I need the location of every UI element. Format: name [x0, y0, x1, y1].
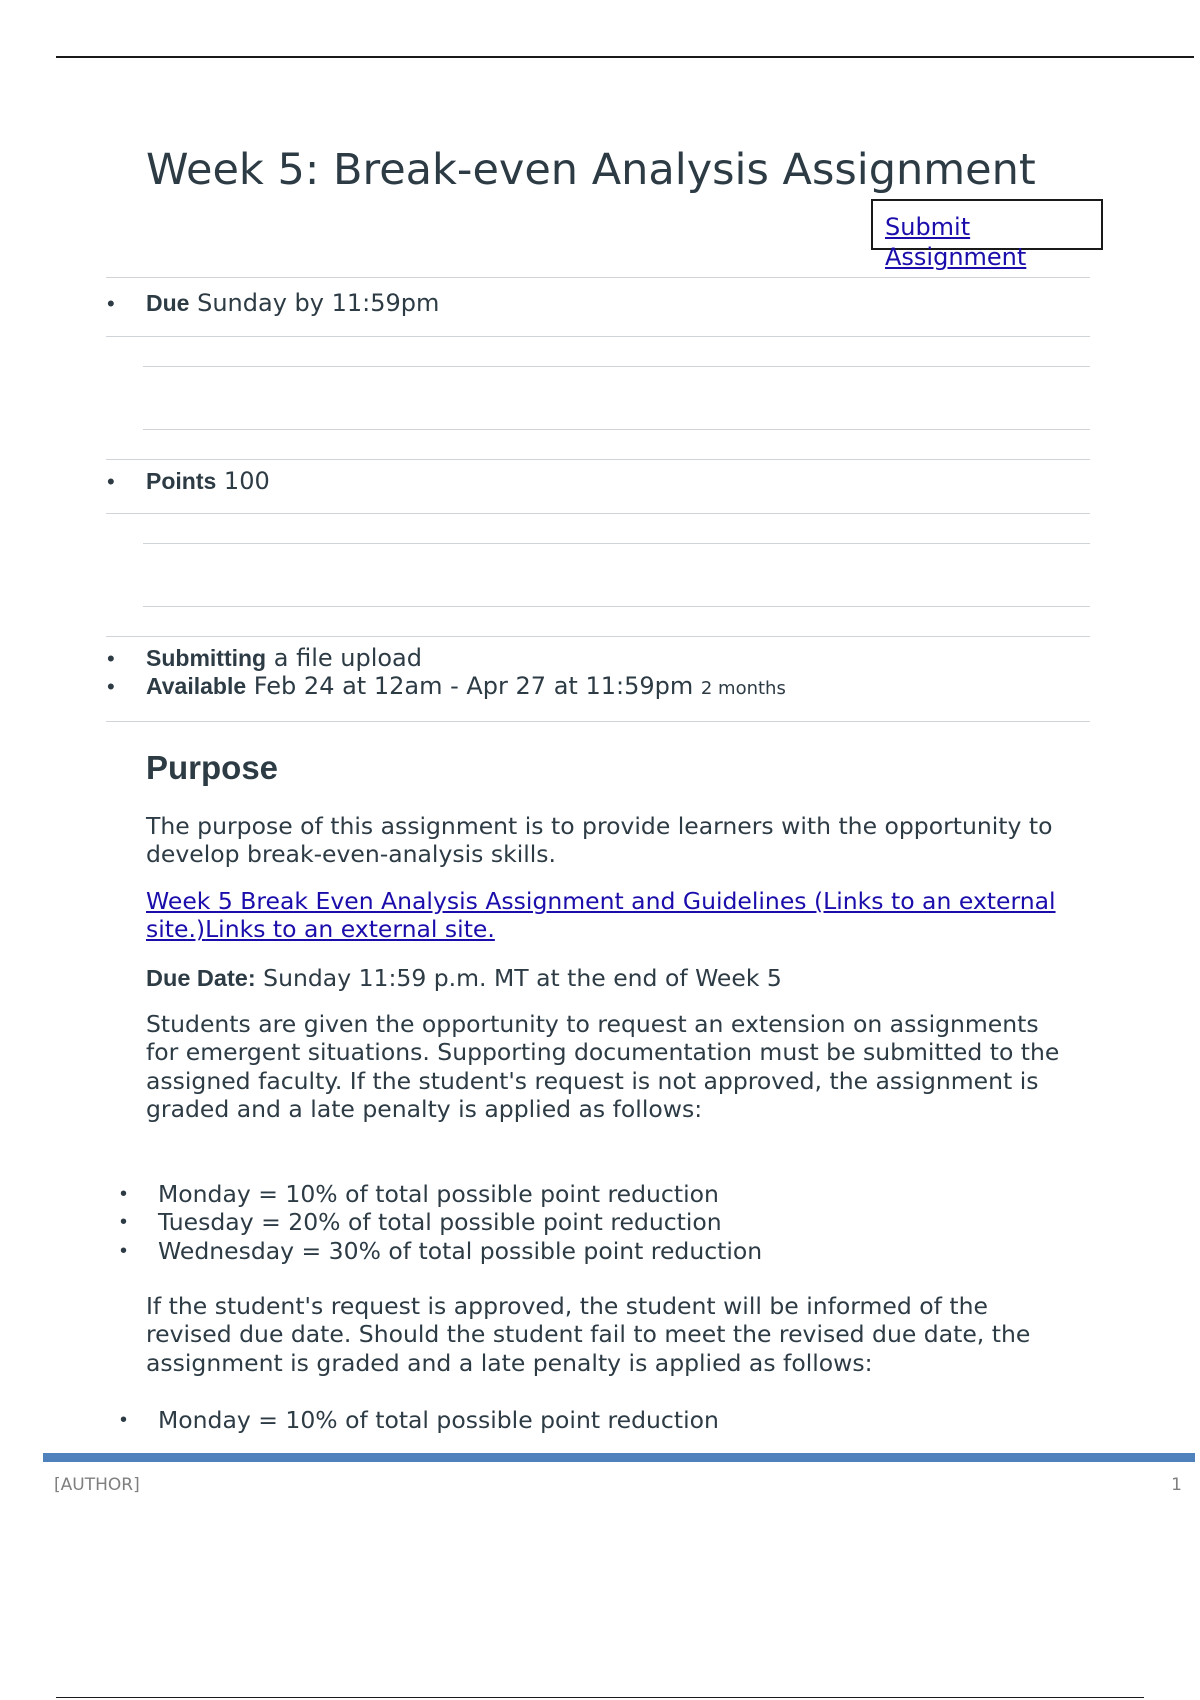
divider	[143, 366, 1090, 367]
due-label: Due	[146, 290, 190, 316]
due-date-label: Due Date:	[146, 965, 256, 991]
bullet-icon: •	[107, 469, 115, 494]
submit-assignment-link[interactable]: Submit Assignment	[885, 213, 1027, 271]
penalty-text: Wednesday = 30% of total possible point reduction	[158, 1236, 763, 1265]
guidelines-link-paragraph	[146, 887, 1076, 944]
divider	[106, 336, 1090, 337]
submitting-value: a file upload	[273, 644, 422, 672]
points-value: 100	[223, 467, 270, 495]
available-detail	[146, 672, 786, 703]
list-item	[120, 1406, 719, 1434]
purpose-paragraph: The purpose of this assignment is to provide learners with the opportunity to develop break-even-analysis skills.	[146, 812, 1053, 869]
due-detail	[146, 289, 439, 317]
submit-assignment-box	[871, 199, 1103, 271]
extension-paragraph: Students are given the opportunity to request an extension on assignments for emergent situations. Supporting documentation must be submitted to the assigned faculty. If the student's request is not approved, the assignment is graded and a late penalty is applied as follows:	[146, 1010, 1060, 1123]
external-site-link[interactable]: Links to an external site.	[205, 915, 495, 944]
divider	[143, 429, 1090, 430]
submitting-detail	[146, 644, 422, 672]
footer-page-number: 1	[1171, 1475, 1182, 1495]
points-label: Points	[146, 468, 217, 494]
divider	[106, 277, 1090, 278]
due-date-value: Sunday 11:59 p.m. MT at the end of Week 5	[263, 964, 782, 992]
bullet-icon: •	[120, 1409, 128, 1431]
approved-paragraph: If the student's request is approved, the student will be informed of the revised due date. Should the student fail to meet the revised due date, the assignment is graded and a late penalty is applied as follows:	[146, 1292, 1031, 1377]
bullet-icon: •	[120, 1183, 128, 1205]
section-heading-purpose: Purpose	[146, 749, 279, 786]
points-detail	[146, 467, 270, 495]
page-title: Week 5: Break-even Analysis Assignment	[146, 145, 1036, 195]
approved-penalty-list	[120, 1406, 719, 1434]
penalty-text: Tuesday = 20% of total possible point reduction	[158, 1208, 722, 1237]
bullet-icon: •	[120, 1239, 128, 1262]
due-value: Sunday by 11:59pm	[197, 289, 440, 317]
guidelines-link-external: site.)	[146, 915, 206, 944]
penalty-list	[120, 1180, 762, 1265]
page-bottom-rule	[56, 1697, 1144, 1698]
divider	[106, 721, 1090, 722]
list-item	[120, 1237, 762, 1265]
available-duration: 2 months	[700, 678, 786, 699]
bullet-icon: •	[107, 674, 115, 699]
available-label: Available	[146, 673, 247, 699]
bullet-icon: •	[107, 291, 115, 316]
bullet-icon: •	[120, 1211, 128, 1234]
submitting-label: Submitting	[146, 645, 267, 671]
divider	[106, 459, 1090, 460]
divider	[143, 543, 1090, 544]
list-item	[120, 1208, 762, 1236]
available-value: Feb 24 at 12am - Apr 27 at 11:59pm	[253, 672, 694, 700]
penalty-text: Monday = 10% of total possible point reduction	[158, 1406, 719, 1434]
list-item	[120, 1180, 762, 1208]
page-top-rule	[56, 56, 1194, 58]
footer-bar	[43, 1453, 1195, 1462]
divider	[106, 636, 1090, 637]
guidelines-link-text: Week 5 Break Even Analysis Assignment and Guidelines (Links to an external	[146, 887, 1056, 915]
divider	[106, 513, 1090, 514]
due-date-paragraph	[146, 964, 1076, 992]
divider	[143, 606, 1090, 607]
penalty-text: Monday = 10% of total possible point reduction	[158, 1180, 719, 1208]
bullet-icon: •	[107, 646, 115, 671]
footer-author: [AUTHOR]	[54, 1475, 140, 1495]
